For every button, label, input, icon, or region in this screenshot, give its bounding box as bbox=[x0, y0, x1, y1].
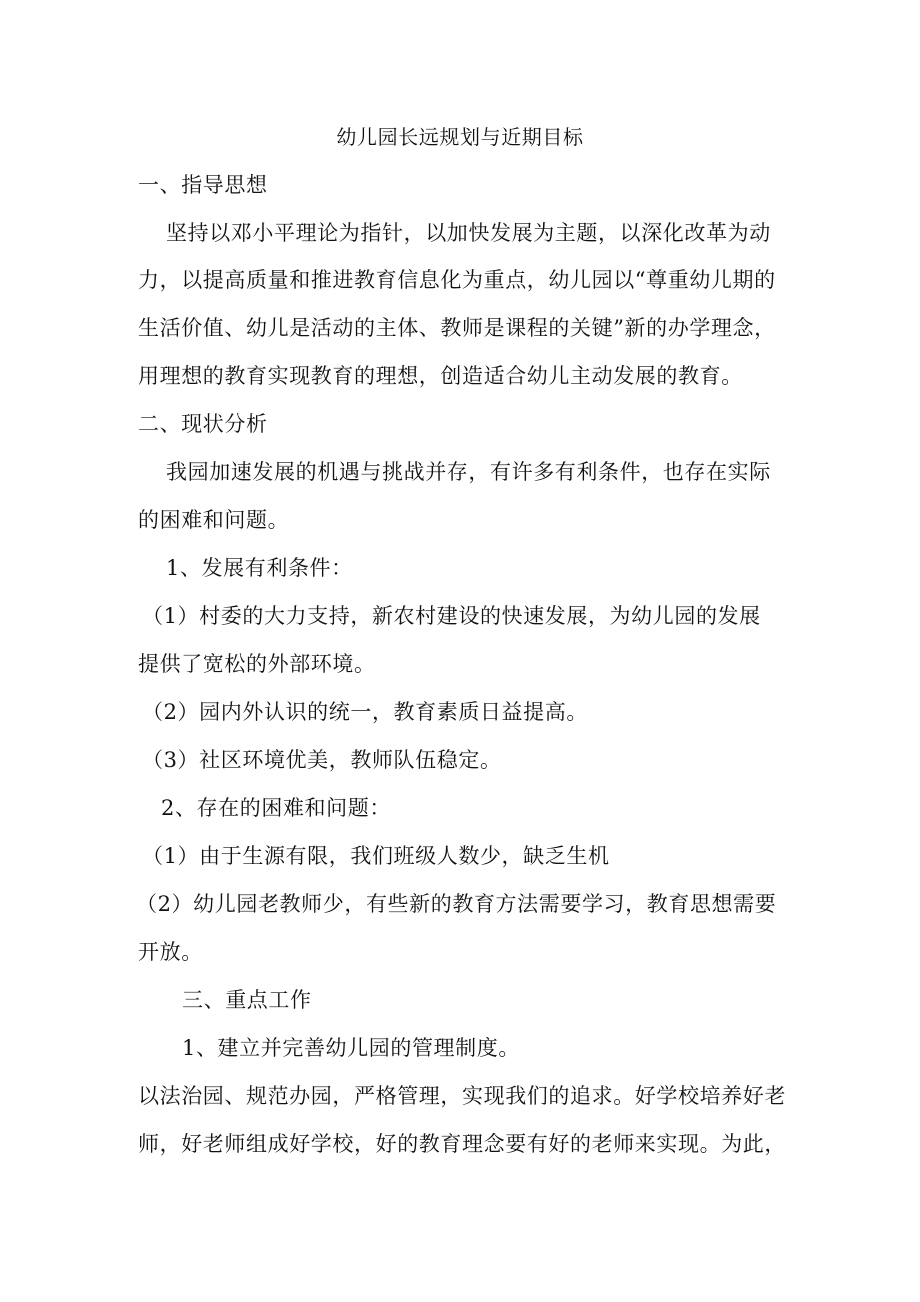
paragraph-line: 力，以提高质量和推进教育信息化为重点，幼儿园以“尊重幼儿期的 bbox=[138, 268, 776, 292]
paragraph-line: 用理想的教育实现教育的理想，创造适合幼儿主动发展的教育。 bbox=[138, 364, 743, 388]
paragraph-line: 我园加速发展的机遇与挑战并存，有许多有利条件，也存在实际 bbox=[166, 460, 771, 484]
paragraph-line: 师，好老师组成好学校，好的教育理念要有好的老师来实现。为此， bbox=[138, 1132, 786, 1156]
list-item: （3）社区环境优美，教师队伍稳定。 bbox=[142, 748, 502, 772]
list-item: （2）园内外认识的统一，教育素质日益提高。 bbox=[142, 700, 588, 724]
list-item: （1）村委的大力支持，新农村建设的快速发展，为幼儿园的发展 bbox=[142, 604, 761, 628]
section-heading-status-analysis: 二、现状分析 bbox=[138, 412, 268, 436]
section-heading-guiding-ideology: 一、指导思想 bbox=[138, 173, 268, 197]
subheading-difficulties: 2、存在的困难和问题： bbox=[161, 796, 391, 820]
paragraph-line: 以法治园、规范办园，严格管理，实现我们的追求。好学校培养好老 bbox=[138, 1084, 786, 1108]
list-item: （2）幼儿园老教师少，有些新的教育方法需要学习，教育思想需要 bbox=[136, 892, 777, 916]
list-item-continuation: 开放。 bbox=[138, 940, 203, 964]
document-title: 幼儿园长远规划与近期目标 bbox=[336, 125, 584, 149]
subheading-management-system: 1、建立并完善幼儿园的管理制度。 bbox=[182, 1036, 520, 1060]
section-heading-key-work: 三、重点工作 bbox=[182, 988, 312, 1012]
list-item: （1）由于生源有限，我们班级人数少，缺乏生机 bbox=[142, 844, 610, 868]
paragraph-line: 坚持以邓小平理论为指针，以加快发展为主题，以深化改革为动 bbox=[166, 221, 771, 245]
paragraph-line: 的困难和问题。 bbox=[138, 508, 290, 532]
subheading-favorable-conditions: 1、发展有利条件： bbox=[166, 556, 353, 580]
paragraph-line: 生活价值、幼儿是活动的主体、教师是课程的关键”新的办学理念， bbox=[138, 316, 776, 340]
list-item-continuation: 提供了宽松的外部环境。 bbox=[138, 652, 376, 676]
